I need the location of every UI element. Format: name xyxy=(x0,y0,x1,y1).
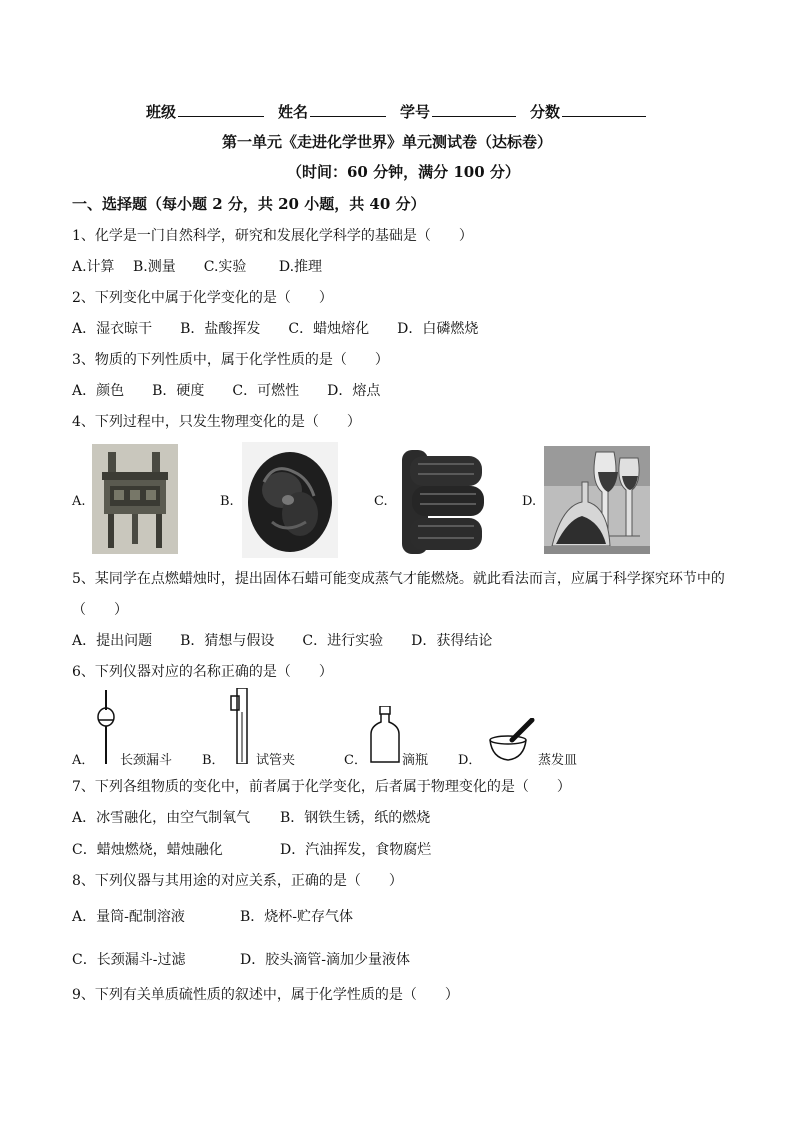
page-title: 第一单元《走进化学世界》单元测试卷（达标卷） xyxy=(222,133,553,151)
q6-name-a: 长颈漏斗 xyxy=(120,753,173,768)
section-heading: 一、选择题（每小题 2 分，共 20 小题，共 40 分） xyxy=(72,195,426,213)
q6-name-d: 蒸发皿 xyxy=(538,753,578,768)
class-blank[interactable] xyxy=(178,102,264,117)
q7-option-a: A．冰雪融化，由空气制氧气 xyxy=(72,810,251,826)
student-info-line xyxy=(146,102,646,121)
q8-option-b: B．烧杯-贮存气体 xyxy=(240,909,354,925)
q1-stem: 1、化学是一门自然科学，研究和发展化学科学的基础是（ ） xyxy=(72,228,473,244)
q6-label-a: A． xyxy=(72,753,95,768)
q1-options: A.计算 B.测量 C.实验 D.推理 xyxy=(72,259,323,275)
q6-name-b: 试管夹 xyxy=(256,753,296,768)
page-subtitle: （时间：60 分钟，满分 100 分） xyxy=(287,163,520,181)
q8-option-c: C．长颈漏斗-过滤 xyxy=(72,952,186,968)
q7-option-d: D．汽油挥发，食物腐烂 xyxy=(280,842,432,858)
q3-stem: 3、物质的下列性质中，属于化学性质的是（ ） xyxy=(72,352,389,368)
q7-option-b: B．钢铁生锈，纸的燃烧 xyxy=(280,810,431,826)
q5-stem: 5、某同学在点燃蜡烛时，提出固体石蜡可能变成蒸气才能燃烧。就此看法而言，应属于科学探究环节中的 xyxy=(72,571,725,587)
name-blank[interactable] xyxy=(310,102,386,117)
q6-stem: 6、下列仪器对应的名称正确的是（ ） xyxy=(72,664,333,680)
q4-label-a: A. xyxy=(72,494,86,509)
id-label: 学号 xyxy=(400,103,431,121)
q2-stem: 2、下列变化中属于化学变化的是（ ） xyxy=(72,290,333,306)
test-tube-clamp-icon xyxy=(229,688,253,764)
dropper-bottle-icon xyxy=(370,706,400,764)
q6-name-c: 滴瓶 xyxy=(402,753,429,768)
q5-stem-cont: （ ） xyxy=(72,602,128,618)
q4-label-d: D. xyxy=(522,494,537,509)
q2-options: A．湿衣晾干 B．盐酸挥发 C．蜡烛熔化 D．白磷燃烧 xyxy=(72,321,479,337)
q3-options: A．颜色 B．硬度 C．可燃性 D．熔点 xyxy=(72,383,381,399)
q9-stem: 9、下列有关单质硫性质的叙述中，属于化学性质的是（ ） xyxy=(72,987,459,1003)
q4-label-c: C. xyxy=(374,494,388,509)
wine-glasses-icon xyxy=(544,446,650,554)
carved-stone-icon xyxy=(242,442,338,558)
q4-label-b: B. xyxy=(220,494,234,509)
q6-label-b: B． xyxy=(202,753,225,768)
tire-stack-icon xyxy=(396,446,488,556)
score-label: 分数 xyxy=(530,103,561,121)
q8-option-a: A．量筒-配制溶液 xyxy=(72,909,185,925)
class-label: 班级 xyxy=(146,103,177,121)
q7-option-c: C．蜡烛燃烧，蜡烛融化 xyxy=(72,842,223,858)
q8-option-d: D．胶头滴管-滴加少量液体 xyxy=(240,952,410,968)
name-label: 姓名 xyxy=(278,103,309,121)
q6-label-d: D． xyxy=(458,753,482,768)
q6-label-c: C． xyxy=(344,753,367,768)
q7-stem: 7、下列各组物质的变化中，前者属于化学变化，后者属于物理变化的是（ ） xyxy=(72,779,571,795)
mortar-pestle-icon xyxy=(486,718,536,764)
score-blank[interactable] xyxy=(562,102,646,117)
bronze-ding-icon xyxy=(92,444,178,554)
q4-stem: 4、下列过程中，只发生物理变化的是（ ） xyxy=(72,414,361,430)
long-neck-funnel-icon xyxy=(94,690,118,766)
q8-stem: 8、下列仪器与其用途的对应关系，正确的是（ ） xyxy=(72,873,403,889)
q5-options: A．提出问题 B．猜想与假设 C．进行实验 D．获得结论 xyxy=(72,633,493,649)
id-blank[interactable] xyxy=(432,102,516,117)
